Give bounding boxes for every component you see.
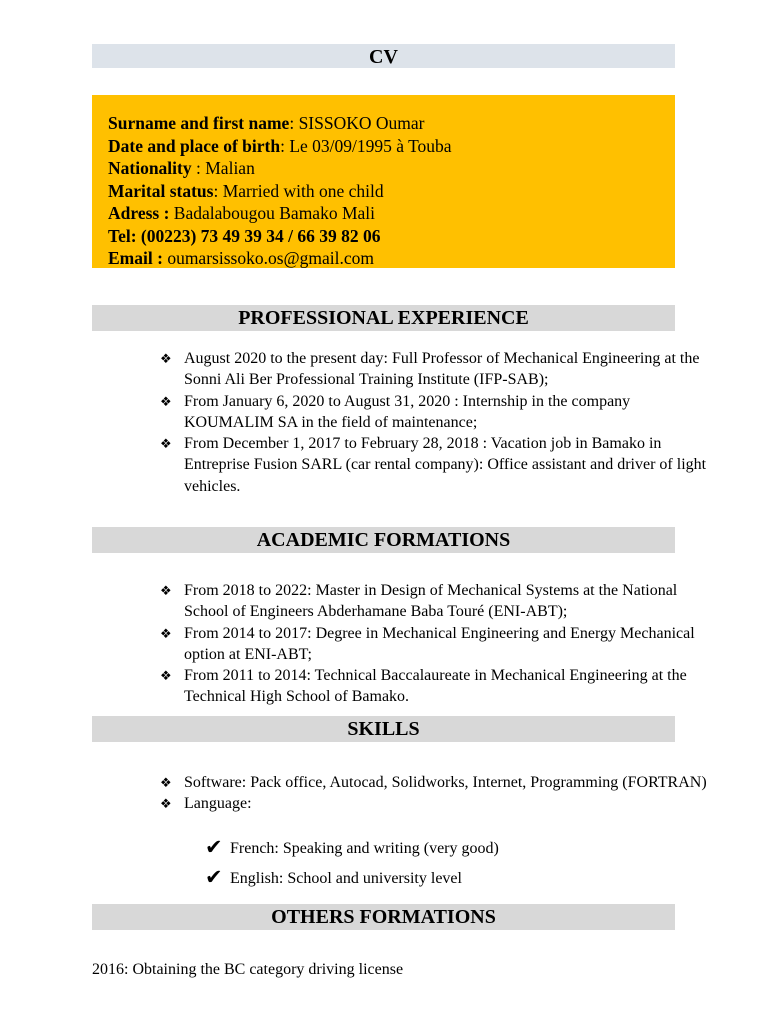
identity-value: Badalabougou Bamako Mali	[173, 203, 376, 223]
identity-label: Email :	[108, 248, 163, 268]
list-item-text: Software: Pack office, Autocad, Solidworks, Internet, Programming (FORTRAN)	[184, 774, 707, 791]
language-text: French: Speaking and writing (very good)	[230, 840, 499, 857]
identity-line	[108, 225, 381, 247]
cv-title: CV	[369, 46, 398, 68]
academic-title: ACADEMIC FORMATIONS	[256, 529, 511, 551]
diamond-bullet-icon: ❖	[160, 775, 172, 790]
skills-section-header	[92, 716, 675, 742]
diamond-bullet-icon: ❖	[160, 668, 172, 684]
skills-title: SKILLS	[347, 718, 420, 740]
diamond-bullet-icon: ❖	[160, 625, 172, 641]
experience-list	[160, 348, 720, 497]
list-item	[160, 391, 720, 434]
diamond-bullet-icon: ❖	[160, 393, 172, 409]
identity-label: Adress :	[108, 203, 170, 223]
diamond-bullet-icon: ❖	[160, 436, 172, 452]
checkmark-icon: ✔	[205, 865, 223, 889]
academic-section-header	[92, 527, 675, 553]
others-section-header	[92, 904, 675, 930]
identity-value: oumarsissoko.os@gmail.com	[167, 248, 374, 268]
identity-box	[92, 95, 675, 268]
identity-value: SISSOKO Oumar	[298, 113, 425, 133]
identity-line	[108, 247, 374, 269]
list-item	[160, 793, 720, 814]
skills-list	[160, 772, 720, 815]
languages-list	[205, 834, 499, 894]
experience-section-header	[92, 305, 675, 331]
list-item	[160, 580, 720, 623]
list-item-text: From January 6, 2020 to August 31, 2020 : Internship in the company KOUMALIM SA in the field of maintenance;	[184, 392, 631, 431]
identity-value: Married with one child	[222, 180, 384, 201]
identity-label: Nationality	[108, 158, 192, 178]
language-item	[205, 834, 499, 864]
identity-label: Date and place of birth	[108, 135, 281, 156]
driving-license-text: 2016: Obtaining the BC category driving license	[92, 961, 404, 978]
identity-line: Date and place of birth: Le 03/09/1995 à Touba	[108, 135, 452, 156]
list-item-text: From 2011 to 2014: Technical Baccalaureate in Mechanical Engineering at the Technical High School of Bamako.	[184, 667, 687, 706]
cv-title-band	[92, 44, 675, 68]
list-item-text: From December 1, 2017 to February 28, 2018 : Vacation job in Bamako in Entreprise Fusion SARL (car rental company): Office assistant and driver of light vehicles.	[184, 435, 707, 495]
list-item-text: From 2018 to 2022: Master in Design of Mechanical Systems at the National School of Engineers Abderhamane Baba Touré (ENI-ABT);	[184, 582, 678, 621]
diamond-bullet-icon: ❖	[160, 583, 172, 598]
identity-line: Marital status: Married with one child	[108, 180, 384, 201]
list-item-text: From 2014 to 2017: Degree in Mechanical Engineering and Energy Mechanical option at ENI-ABT;	[184, 624, 695, 663]
diamond-bullet-icon: ❖	[160, 351, 172, 366]
checkmark-icon: ✔	[205, 835, 223, 859]
identity-line	[108, 202, 375, 224]
identity-value: Le 03/09/1995 à Touba	[289, 135, 452, 156]
list-item	[160, 772, 720, 793]
language-item	[205, 864, 499, 894]
identity-value: Malian	[205, 158, 255, 178]
identity-line: Nationality : Malian	[108, 158, 255, 178]
diamond-bullet-icon: ❖	[160, 796, 172, 812]
identity-line: Surname and first name: SISSOKO Oumar	[108, 113, 425, 133]
identity-label: Tel: (00223) 73 49 39 34 / 66 39 82 06	[108, 225, 381, 246]
academic-list	[160, 580, 720, 708]
experience-title: PROFESSIONAL EXPERIENCE	[238, 307, 529, 329]
list-item-text: Language:	[184, 795, 252, 813]
list-item	[160, 348, 720, 391]
list-item-text: August 2020 to the present day: Full Professor of Mechanical Engineering at the Sonni Ali Ber Professional Training Institute (IFP-SAB);	[184, 350, 700, 389]
identity-label: Marital status	[108, 180, 214, 201]
identity-label: Surname and first name	[108, 113, 290, 133]
others-title: OTHERS FORMATIONS	[271, 906, 496, 928]
language-text: English: School and university level	[230, 870, 462, 887]
list-item	[160, 665, 720, 708]
list-item	[160, 623, 720, 666]
list-item	[160, 433, 720, 497]
